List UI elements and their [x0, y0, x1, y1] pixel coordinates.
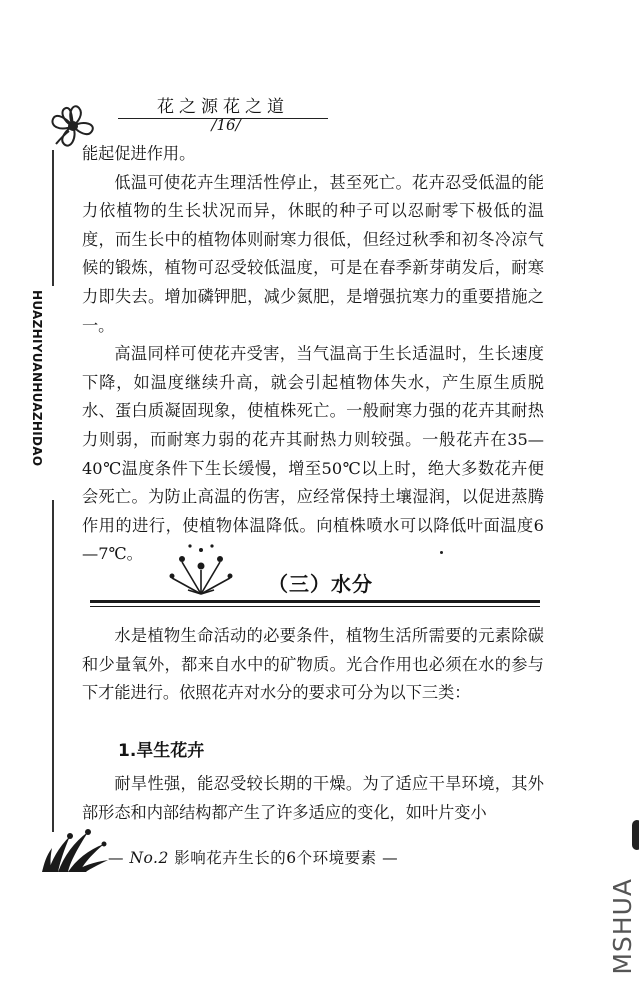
footer-title: 影响花卉生长的6个环境要素 — [174, 849, 377, 867]
footer-dash-right: — — [382, 849, 399, 867]
paragraph-water: 水是植物生命活动的必要条件，植物生活所需要的元素除碳和少量氧外，都来自水中的矿物质。光合作用也必须在水的参与下才能进行。依照花卉对水分的要求可分为以下三类： — [82, 626, 544, 703]
paragraph-high-temperature: 高温同样可使花卉受害，当气温高于生长适温时，生长速度下降，如温度继续升高，就会引起植物体失水，产生原生质脱水、蛋白质凝固现象，使植株死亡。一般耐寒力强的花卉其耐热力则弱，而耐寒力弱的花卉其耐热力则较强。一般花卉在35—40℃温度条件下生长缓慢，增至50℃以上时，绝大多数花卉便会死亡。为防止高温的伤害，应经常保持土壤湿润，以促进蒸腾作用的进行，使植物体温降低。向植株喷水可以降低叶面温度6—7℃。 — [82, 344, 544, 564]
side-rule-bottom — [52, 500, 54, 832]
body-text-lower — [82, 622, 544, 708]
section-heading: （三）水分 — [268, 572, 373, 596]
paragraph-low-temperature: 低温可使花卉生理活性停止，甚至死亡。花卉忍受低温的能力依植物的生长状况而异，休眠的种子可以忍耐零下极低的温度，而生长中的植物体则耐寒力很低，但经过秋季和初冬冷凉气候的锻炼，植物可忍受较低温度，可是在春季新芽萌发后，耐寒力即失去。增加磷钾肥，减少氮肥，是增强抗寒力的重要措施之一。 — [82, 172, 544, 335]
body-text-upper — [82, 140, 544, 569]
section-rule-thin — [90, 606, 540, 607]
page-number: /16/ — [211, 116, 241, 134]
edge-mark — [632, 820, 639, 850]
paragraph-xerophyte: 耐旱性强，能忍受较长期的干燥。为了适应干旱环境，其外部形态和内部结构都产生了许多适应的变化，如叶片变小 — [82, 774, 544, 822]
footer-chapter: No.2 — [129, 849, 169, 867]
body-text-bottom — [82, 770, 544, 827]
section-rule — [90, 600, 540, 603]
speck — [440, 551, 443, 554]
grass-icon — [40, 826, 110, 874]
side-rule-top — [52, 150, 54, 286]
footer — [108, 846, 398, 868]
subheading: 1.旱生花卉 — [118, 741, 205, 761]
dandelion-icon — [168, 540, 234, 596]
side-label: HUAZHIYUANHUAZHIDAO — [30, 290, 44, 467]
watermark: MSHUA — [608, 878, 637, 975]
header-title: 花之源花之道 — [118, 92, 328, 119]
paragraph-continuation: 能起促进作用。 — [82, 144, 196, 163]
footer-dash-left: — — [108, 849, 124, 867]
